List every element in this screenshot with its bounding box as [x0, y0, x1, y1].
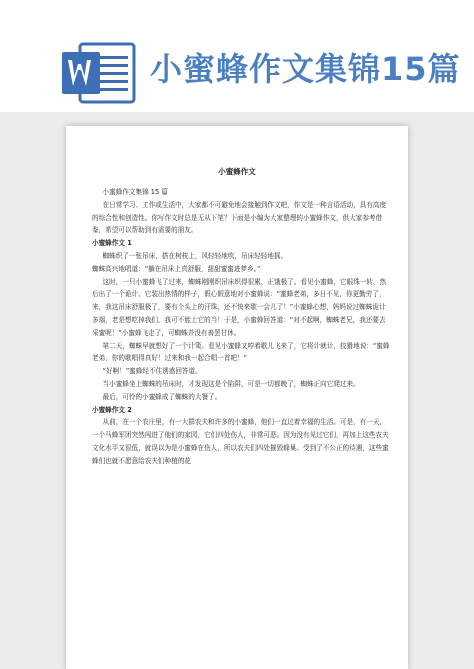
- header: [0, 0, 474, 125]
- document-subtitle: 小蜜蜂作文集锦 15 篇: [102, 188, 168, 196]
- paragraph: 第二天，蜘蛛早就想好了一个计策。看见小蜜蜂又哼着歌儿飞来了，它将计就计，狡猾地说：“蜜蜂老弟，你的歌唱得真好！过来和我一起合唱一首吧！”: [92, 341, 390, 363]
- paragraph: 从前，在一个农庄里，有一大群农夫和许多的小蜜蜂，他们一直过着幸福的生活。可是，有一天，一个马蜂军团突然闯进了他们的家园，它们四处伤人，非常可恶。因为没有见过它们，再加上这些农夫文化水平又很低，就误以为是小蜜蜂在伤人，所以农夫们四处摧毁蜂巢。受到了不公正的待遇，这些蜜蜂们也就不愿意给农夫们种植的花: [92, 418, 389, 465]
- word-document-icon: [60, 40, 138, 106]
- document-body: [92, 186, 392, 468]
- section-heading: 小蜜蜂作文 2: [92, 405, 132, 414]
- section-heading: 小蜜蜂作文 1: [92, 239, 132, 248]
- document-page: [66, 126, 408, 669]
- paragraph: 当小蜜蜂坐上蜘蛛的吊床时，才发现这是个陷阱，可是一切都晚了，蜘蛛正向它爬过来。: [102, 379, 360, 388]
- page-title: 小蜜蜂作文集锦15篇: [150, 50, 461, 88]
- paragraph: 最后，可怜的小蜜蜂成了蜘蛛的大餐了。: [102, 392, 222, 401]
- paragraph: 蜘蛛高兴地唱道：“躺在吊床上真舒服，甜甜蜜蜜进梦乡。”: [92, 264, 261, 273]
- paragraph: 这时，一只小蜜蜂飞了过来，蜘蛛刚刚织吊床织得很累，正饿极了。看见小蜜蜂，它眼珠一转，然后出了一个诡计。它装出热情的样子，假心假意地对小蜜蜂说：“蜜蜂老弟，多日不见，你更勤劳了，来，我这吊床舒服极了，要有个头上的汗珠，还不快来歇一会儿了！”小蜜蜂心想，妈妈说过蜘蛛诡计多端，老是想吃掉我们，我可不能上它的当！于是，小蜜蜂回答道：“对不起啊，蜘蛛老兄，我还要去采蜜呢！”小蜜蜂飞走了，可蜘蛛并没有善罢甘休。: [92, 277, 387, 337]
- paragraph: “好啊！”蜜蜂经不住诱惑回答道。: [102, 367, 202, 376]
- paragraph: 蜘蛛织了一张吊床，搭在树枝上，风轻轻地吹，吊床轻轻地摇。: [102, 251, 288, 260]
- paragraph: 在日常学习、工作或生活中，大家都不可避免地会接触到作文吧，作文是一种言语活动，具有高度的综合性和创造性。你写作文时总是无从下笔？下面是小编为大家整理的小蜜蜂作文，供大家参考借鉴，希望可以帮助到有需要的朋友。: [92, 200, 387, 235]
- document-title: 小蜜蜂作文: [218, 167, 256, 176]
